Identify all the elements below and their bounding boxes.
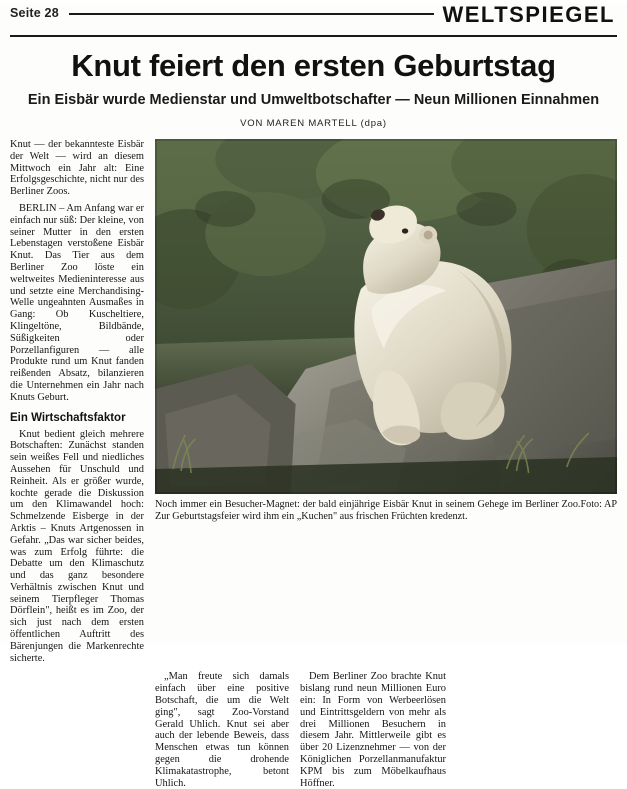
photo-caption — [155, 499, 617, 523]
column-one — [10, 139, 144, 664]
masthead-rule — [69, 13, 435, 15]
section-subhead: Ein Wirtschaftsfaktor — [10, 411, 126, 424]
masthead — [10, 4, 617, 34]
paragraph-3: „Man freute sich damals einfach über eine positive Botschaft, die um die Welt ging", sagt Zoo-Vorstand Gerald Uhlich. Knut sei aber auch der lebende Beweis, dass Menschen etwas tun können gegen die drohende Klimakatastrophe, betont Uhlich. — [155, 671, 289, 789]
article-subhead: Ein Eisbär wurde Medienstar und Umweltbotschafter — Neun Millionen Einnahmen — [27, 92, 600, 108]
masthead-underline — [10, 35, 617, 37]
lead-paragraph: Knut — der bekannteste Eisbär der Welt — wird an diesem Mittwoch ein Jahr alt: Eine Erfolgsgeschichte, nicht nur des Berliner Zoos. — [10, 139, 144, 198]
newspaper-page — [0, 2, 627, 789]
section-title: WELTSPIEGEL — [442, 2, 615, 27]
lower-columns — [10, 671, 617, 789]
article-photo — [155, 139, 617, 494]
article-headline: Knut feiert den ersten Geburtstag — [71, 48, 556, 83]
article-body — [10, 139, 617, 664]
paragraph-2: Knut bedient gleich mehrere Botschaften: Zunächst standen sein weißes Fell und niedliches Aussehen für Unschuld und Reinheit. Als er größer wurde, kochte gerade die Diskussion um den Klimawandel hoch: Schmelzende Eisberge in der Arktis – Knuts Artgenossen in Gefahr. „Das war sicher beides, was zum Erfolg führte: die Debatte um den Klimaschutz und das ganz besondere Verhältnis zwischen Knut und seinem Tierpfleger Thomas Dörflein", heißt es im Zoo, der sich just nach dem ersten öffentlichen Auftritt des Bärenjungen die Markenrechte sicherte. — [10, 428, 144, 664]
column-two — [155, 671, 289, 789]
paragraph-4: Dem Berliner Zoo brachte Knut bislang rund neun Millionen Euro ein: In Form von Werbeerlösen und Eintrittsgeldern von mehr als drei Millionen Besuchern in diesem Jahr. Mittlerweile gibt es über 20 Lizenznehmer — von der Königlichen Porzellanmanufaktur KPM bis zum Möbelkaufhaus Höffner. — [300, 671, 446, 789]
article-byline: VON MAREN MARTELL (dpa) — [240, 118, 387, 129]
polar-bear-photo-graphic — [155, 139, 617, 494]
headline-block — [14, 49, 613, 129]
photo-credit: Foto: AP — [580, 499, 617, 510]
column-three — [300, 671, 446, 789]
paragraph-1: BERLIN – Am Anfang war er einfach nur süß: Der kleine, von seiner Mutter in den ersten Lebenstagen verstoßene Eisbär Knut. Das Tier aus dem Berliner Zoo löste ein weltweites Medieninteresse aus und setzte eine Merchandising-Welle ungeahnten Ausmaßes in Gang: Ob Kuscheltiere, Klingeltöne, Bildbände, Süßigkeiten oder Porzellanfiguren — alle Produkte rund um Knut fanden reißenden Absatz, bilanzieren die Unternehmen ein Jahr nach Knuts Geburt. — [10, 202, 144, 403]
photo-block — [155, 139, 617, 523]
photo-caption-text: Noch immer ein Besucher-Magnet: der bald einjährige Eisbär Knut in seinem Gehege im Berliner Zoo. Zur Geburtstagsfeier wird ihm ein „Kuchen" aus frischen Früchten kredenzt. — [155, 499, 581, 522]
page-folio: Seite 28 — [10, 6, 59, 20]
